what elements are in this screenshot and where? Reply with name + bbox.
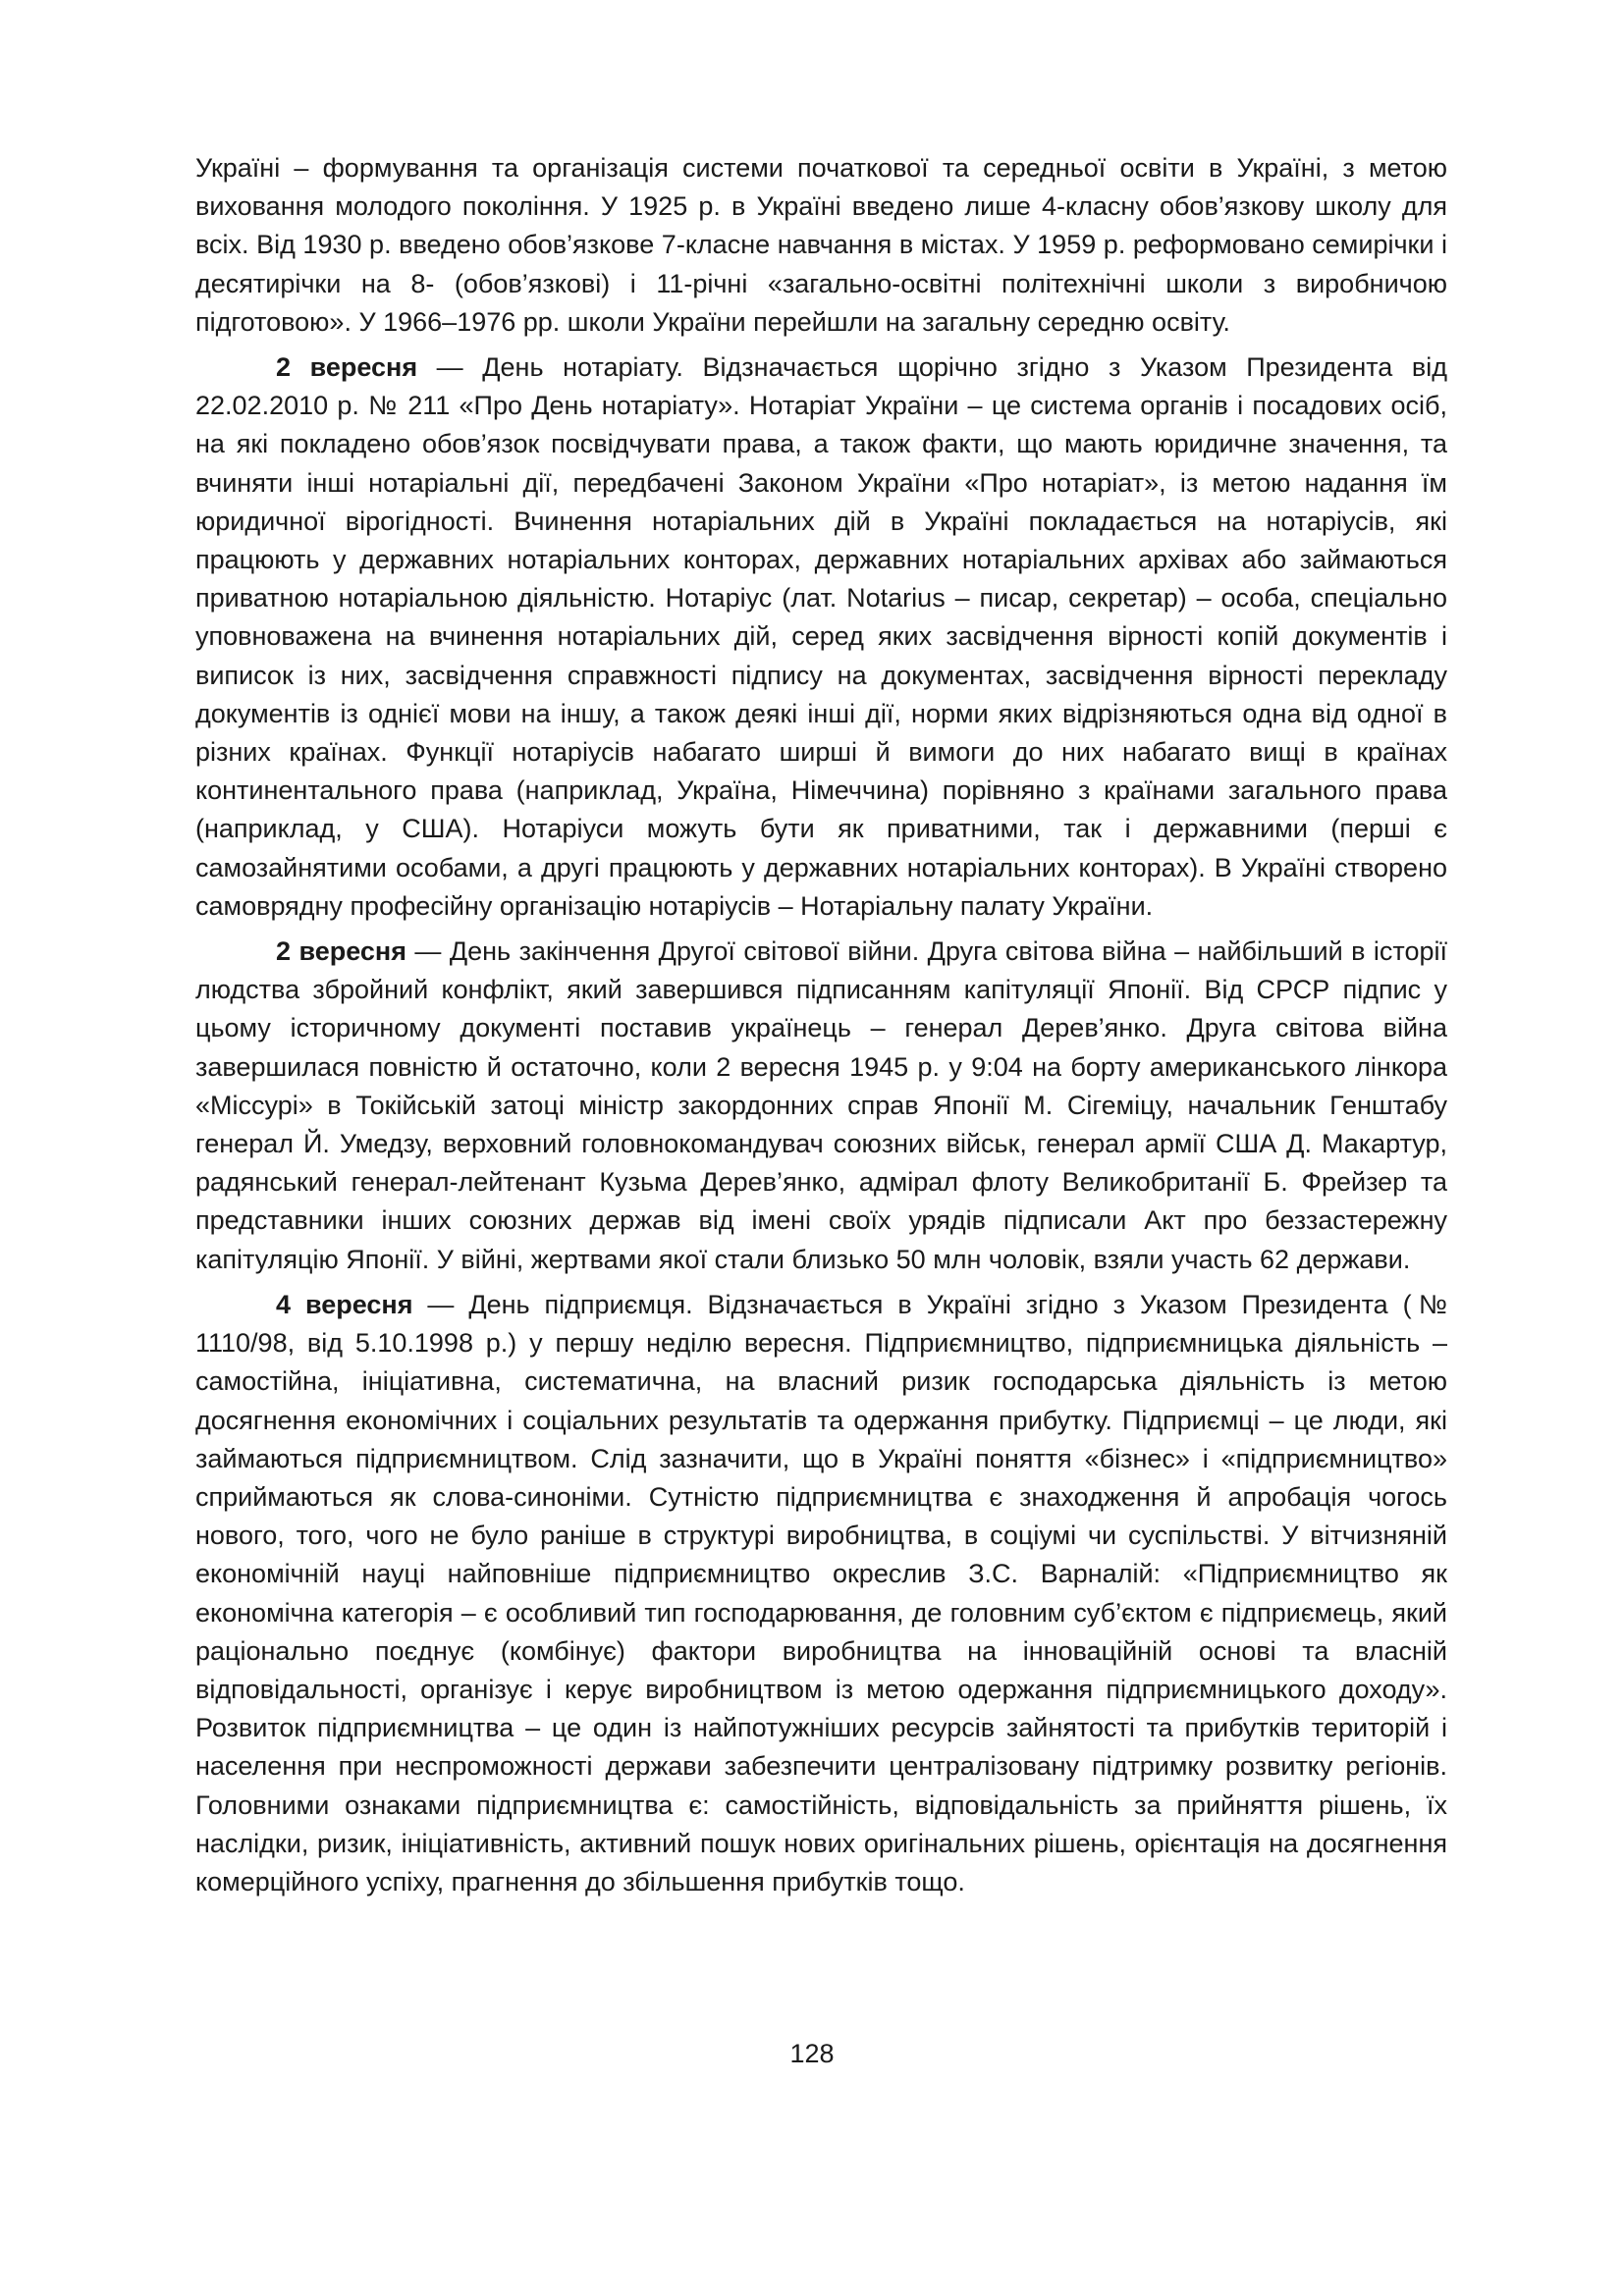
paragraph-entrepreneur-day	[195, 1286, 1447, 1901]
paragraph-school-education	[195, 149, 1447, 342]
body-text	[195, 149, 1447, 1908]
paragraph-text: — День підприємця. Відзначається в Україні згідно з Указом Президента (№ 1110/98, від 5.10.1998 р.) у першу неділю вересня. Підприємництво, підприємницька діяльність – самостійна, ініціативна, систематична, на власний ризик господарська діяльність із метою досягнення економічних і соціальних результатів та одержання прибутку. Підприємці – це люди, які займаються підприємництвом. Слід зазначити, що в Україні поняття «бізнес» і «підприємництво» сприймаються як слова-синоніми. Сутністю підприємництва є знаходження й апробація чогось нового, того, чого не було раніше в структурі виробництва, в соціумі чи суспільстві. У вітчизняній економічній науці найповніше підприємництво окреслив З.С. Варналій: «Підприємництво як економічна категорія – є особливий тип господарювання, де головним суб’єктом є підприємець, який раціонально поєднує (комбінує) фактори виробництва на інноваційній основі та власній відповідальності, організує і керує виробництвом із метою одержання підприємницького доходу». Розвиток підприємництва – це один із найпотужніших ресурсів зайнятості та прибутків територій і населення при неспроможності держави забезпечити централізовану підтримку розвитку регіонів. Головними ознаками підприємництва є: самостійність, відповідальність за прийняття рішень, їх наслідки, ризик, ініціативність, активний пошук нових оригінальних рішень, орієнтація на досягнення комерційного успіху, прагнення до збільшення прибутків тощо.	[195, 1289, 1447, 1896]
paragraph-date: 2 вересня	[276, 352, 418, 383]
paragraph-notary-day	[195, 348, 1447, 926]
paragraph-ww2-end	[195, 933, 1447, 1279]
paragraph-text: — День нотаріату. Відзначається щорічно згідно з Указом Президента від 22.02.2010 р. № 211 «Про День нотаріату». Нотаріат України – це система органів і посадових осіб, на які покладено обов’язок посвідчувати права, а також факти, що мають юридичне значення, та вчиняти інші нотаріальні дії, передбачені Законом України «Про нотаріат», із метою надання їм юридичної вірогідності. Вчинення нотаріальних дій в Україні покладається на нотаріусів, які працюють у державних нотаріальних конторах, державних нотаріальних архівах або займаються приватною нотаріальною діяльністю. Нотаріус (лат. Notarius – писар, секретар) – особа, спеціально уповноважена на вчинення нотаріальних дій, серед яких засвідчення вірності копій документів і виписок із них, засвідчення справжності підпису на документах, засвідчення вірності перекладу документів із однієї мови на іншу, а також деякі інші дії, норми яких відрізняються одна від одної в різних країнах. Функції нотаріусів набагато ширші й вимоги до них набагато вищі в країнах континентального права (наприклад, Україна, Німеччина) порівняно з країнами загального права (наприклад, у США). Нотаріуси можуть бути як приватними, так і державними (перші є самозайнятими особами, а другі працюють у державних нотаріальних конторах). В Україні створено самоврядну професійну організацію нотаріусів – Нотаріальну палату України.	[195, 352, 1447, 921]
paragraph-date: 4 вересня	[276, 1289, 413, 1319]
page-number: 128	[789, 2039, 835, 2068]
paragraph-date: 2 вересня	[276, 936, 406, 967]
paragraph-text: — День закінчення Другої світової війни. Друга світова війна – найбільший в історії людства збройний конфлікт, який завершився підписанням капітуляції Японії. Від СРСР підпис у цьому історичному документі поставив українець – генерал Дерев’янко. Друга світова війна завершилася повністю й остаточно, коли 2 вересня 1945 р. у 9:04 на борту американського лінкора «Міссурі» в Токійській затоці міністр закордонних справ Японії М. Сігеміцу, начальник Генштабу генерал Й. Умедзу, верховний головнокомандувач союзних військ, генерал армії США Д. Макартур, радянський генерал-лейтенант Кузьма Дерев’янко, адмірал флоту Великобританії Б. Фрейзер та представники інших союзних держав від імені своїх урядів підписали Акт про беззастережну капітуляцію Японії. У війні, жертвами якої стали близько 50 млн чоловік, взяли участь 62 держави.	[195, 936, 1447, 1274]
paragraph-text: Україні – формування та організація системи початкової та середньої освіти в Україні, з метою виховання молодого покоління. У 1925 р. в Україні введено лише 4-класну обов’язкову школу для всіх. Від 1930 р. введено обов’язкове 7-класне навчання в містах. У 1959 р. реформовано семирічки і десятирічки на 8- (обов’язкові) і 11-річні «загально-освітні політехнічні школи з виробничою підготовою». У 1966–1976 рр. школи України перейшли на загальну середню освіту.	[195, 153, 1447, 337]
